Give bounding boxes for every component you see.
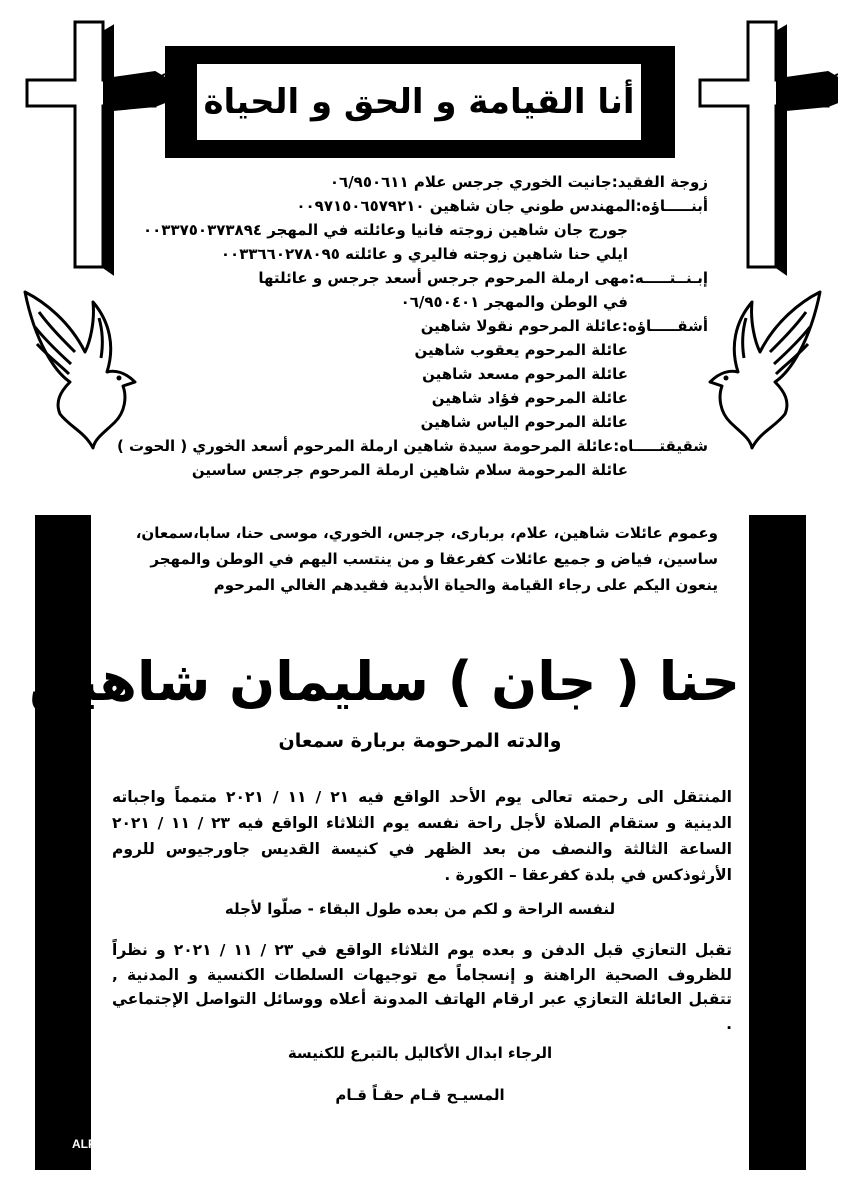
- family-row-sons: أبنـــــاؤه:المهندس طوني جان شاهين ٠٠٩٧١٥٠٦٥٧٩٢١٠: [296, 197, 708, 215]
- family-row-sister: عائلة المرحومة سلام شاهين ارملة المرحوم جرجس ساسين: [191, 461, 628, 479]
- condolence-details: تقبل التعازي قبل الدفن و بعده يوم الثلاثاء الواقع في ٢٣ / ١١ / ٢٠٢١ و نظراً للظروف الصحية الراهنة و إنسجاماً مع توجيهات السلطات الكنسية و المدنية , تتقبل العائلة التعازي عبر ارقام الهاتف المدونة أعلاه ووسائل التواصل الإجتماعي .: [112, 941, 732, 1033]
- dove-left-icon: [15, 282, 145, 452]
- funeral-details: المنتقل الى رحمته تعالى يوم الأحد الواقع فيه ٢١ / ١١ / ٢٠٢١ متمماً واجباته الدينية و ستقام الصلاة لأجل راحة نفسه يوم الثلاثاء الواقع فيه ٢٣ / ١١ / ٢٠٢١ الساعة الثالثة والنصف من بعد الظهر في كنيسة القديس جاورجيوس للروم الأرثوذكس في بلدة كفرعقا – الكورة .: [112, 788, 732, 884]
- family-row-brothers: أشقـــــاؤه:عائلة المرحوم نقولا شاهين: [420, 317, 708, 335]
- donation-note: الرجاء ابدال الأكاليل بالتبرع للكنيسة: [287, 1044, 553, 1062]
- title-frame: [165, 46, 675, 158]
- family-row-brother: عائلة المرحوم فؤاد شاهين: [431, 389, 628, 407]
- family-list: [116, 170, 708, 482]
- families-announcement: وعموم عائلات شاهين، علام، بربارى، جرجس، الخوري، موسى حنا، سابا،سمعان، ساسين، فياض و جميع عائلات كفرعقا و من ينتسب اليهم في الوطن والمهجر ينعون اليكم على رجاء القيامة والحياة الأبدية فقيدهم الغالي المرحوم: [135, 524, 718, 594]
- family-row-daughter-cont: في الوطن والمهجر ٠٦/٩٥٠٤٠١: [400, 293, 628, 311]
- christ-risen-line: المسيـح قـام حقـاً قـام: [335, 1086, 505, 1104]
- dove-right-icon: [700, 282, 830, 452]
- family-row-daughter: إبـنــتـــــه:مهى ارملة المرحوم جرجس أسعد جرجس و عائلتها: [258, 269, 708, 287]
- title-panel: [197, 64, 641, 140]
- printer-credit: ALFASSIH 03 300 925: [72, 1137, 195, 1151]
- family-row-son-george: جورج جان شاهين زوجته فانيا وعائلته في المهجر ٠٠٣٣٧٥٠٣٧٣٨٩٤: [142, 221, 628, 239]
- family-row-brother: عائلة المرحوم الياس شاهين: [420, 413, 628, 431]
- cross-right-icon: [688, 12, 838, 282]
- deceased-name: حنا ( جان ) سليمان شاهين: [28, 650, 740, 713]
- family-row-wife: زوجة الفقيد:جانيت الخوري جرجس علام ٠٦/٩٥٠٦١١: [329, 173, 708, 191]
- family-row-brother: عائلة المرحوم يعقوب شاهين: [414, 341, 628, 359]
- family-row-sisters: شقيقتـــــاه:عائلة المرحومة سيدة شاهين ارملة المرحوم أسعد الخوري ( الحوت ): [116, 437, 708, 455]
- family-row-brother: عائلة المرحوم مسعد شاهين: [422, 365, 628, 383]
- prayer-line: لنفسه الراحة و لكم من بعده طول البقاء - صلّوا لأجله: [224, 900, 616, 918]
- page-title: أنا القيامة و الحق و الحياة: [203, 82, 635, 122]
- mother-name: والدته المرحومة بربارة سمعان: [278, 730, 562, 752]
- family-row-son-elie: ايلي حنا شاهين زوجته فاليري و عائلته ٠٠٣٣٦٦٠٢٧٨٠٩٥: [220, 245, 628, 263]
